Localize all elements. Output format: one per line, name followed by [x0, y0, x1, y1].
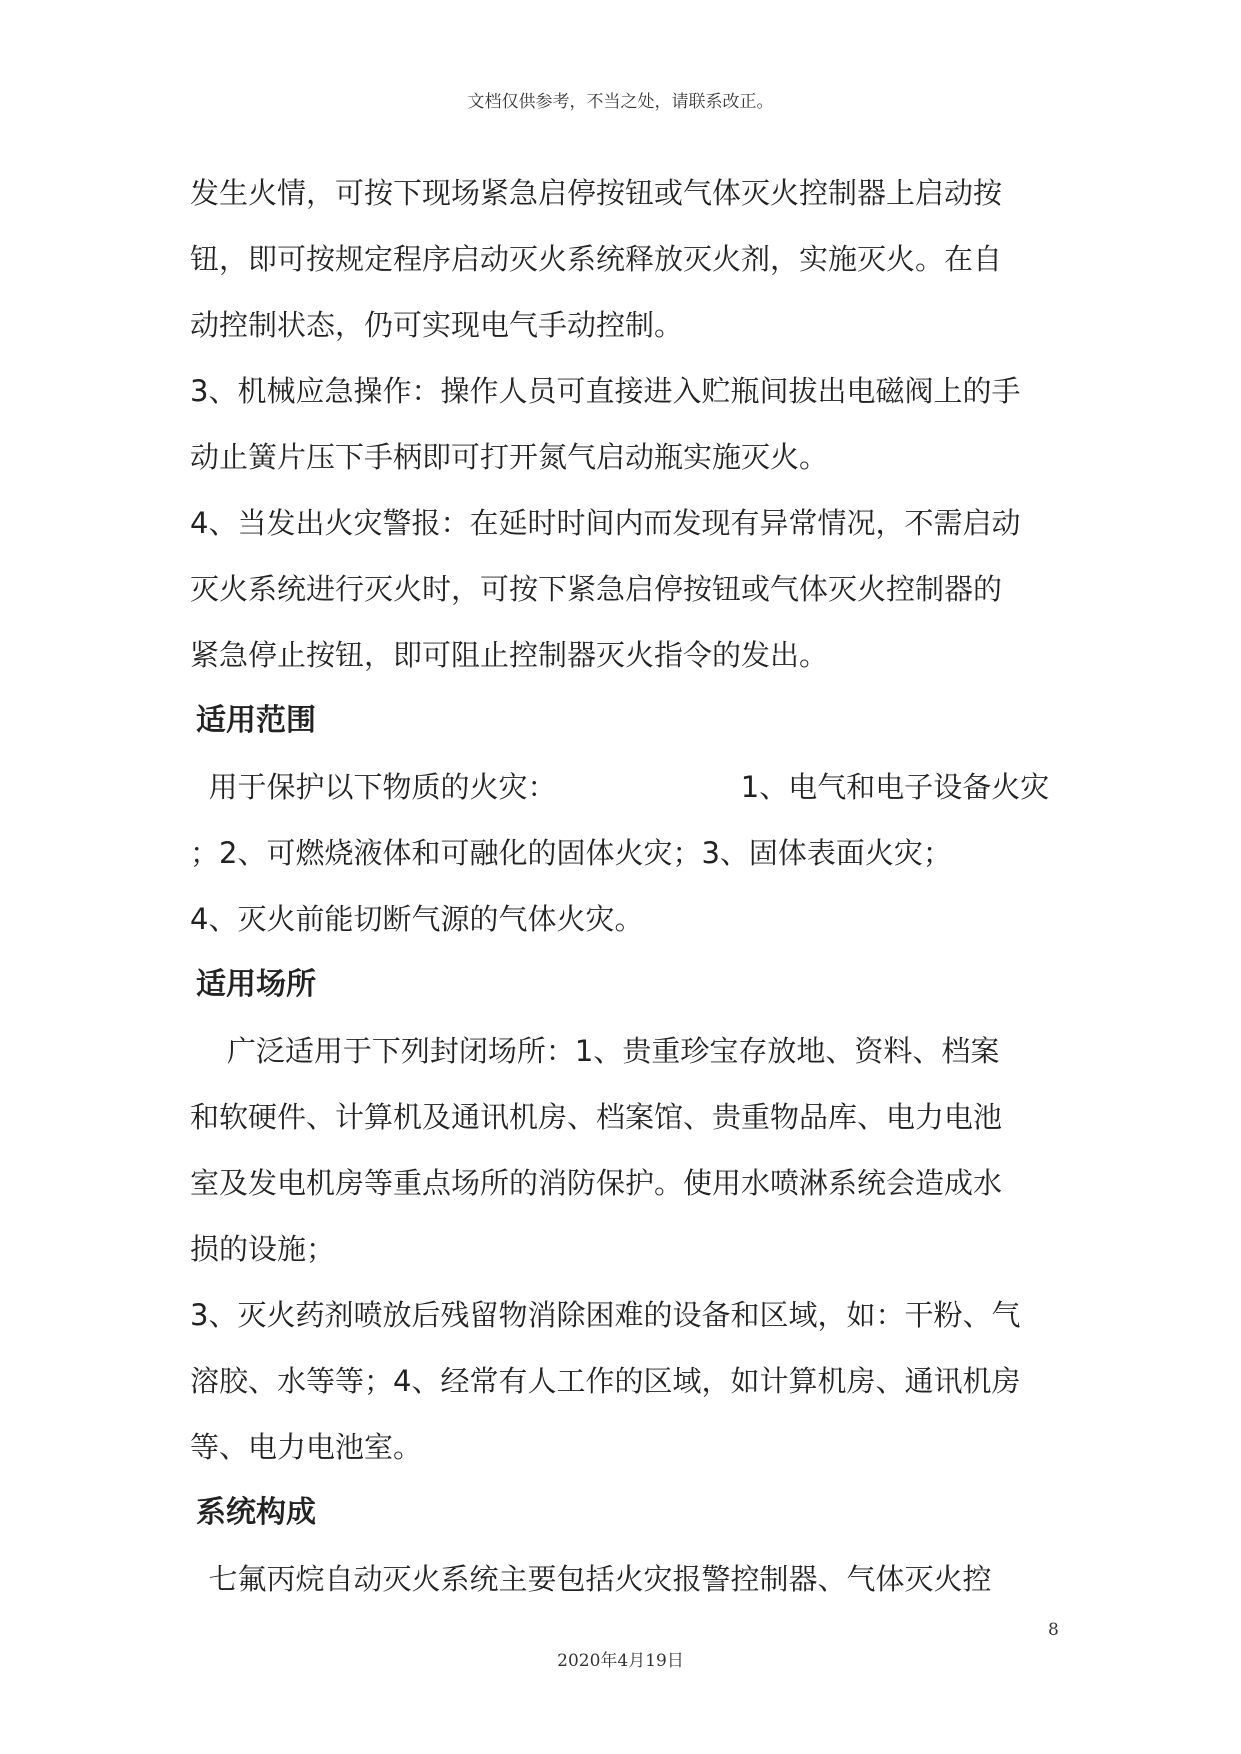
scope-line: ；2、可燃烧液体和可融化的固体火灾；3、固体表面火灾； [190, 836, 952, 870]
scope-line: 用于保护以下物质的火灾： 1、电气和电子设备火灾 [190, 770, 1050, 804]
body-line: 动止簧片压下手柄即可打开氮气启动瓶实施灭火。 [190, 440, 829, 474]
places-line: 广泛适用于下列封闭场所：1、贵重珍宝存放地、资料、档案 [190, 1034, 1000, 1068]
places-line: 损的设施； [190, 1232, 336, 1266]
document-body [190, 160, 1070, 1612]
places-line: 室及发电机房等重点场所的消防保护。使用水喷淋系统会造成水 [190, 1166, 1003, 1200]
places-line: 和软硬件、计算机及通讯机房、档案馆、贵重物品库、电力电池 [190, 1100, 1003, 1134]
section-heading-composition: 系统构成 [196, 1495, 316, 1530]
places-line: 3、灭火药剂喷放后残留物消除困难的设备和区域，如：干粉、气 [190, 1298, 1021, 1332]
page-header: 文档仅供参考，不当之处，请联系改正。 [467, 92, 774, 112]
places-line: 溶胶、水等等；4、经常有人工作的区域，如计算机房、通讯机房 [190, 1364, 1021, 1398]
body-line: 紧急停止按钮，即可阻止控制器灭火指令的发出。 [190, 638, 829, 672]
body-line: 4、当发出火灾警报：在延时时间内而发现有异常情况，不需启动 [190, 506, 1021, 540]
section-heading-places: 适用场所 [196, 967, 316, 1002]
section-heading-scope: 适用范围 [196, 703, 316, 738]
body-line: 灭火系统进行灭火时，可按下紧急启停按钮或气体灭火控制器的 [190, 572, 1003, 606]
places-line: 等、电力电池室。 [190, 1430, 423, 1464]
page-footer-date: 2020年4月19日 [557, 1651, 684, 1671]
body-line: 发生火情，可按下现场紧急启停按钮或气体灭火控制器上启动按 [190, 176, 1003, 210]
scope-line: 4、灭火前能切断气源的气体火灾。 [190, 902, 644, 936]
composition-line: 七氟丙烷自动灭火系统主要包括火灾报警控制器、气体灭火控 [190, 1562, 992, 1596]
body-line: 钮，即可按规定程序启动灭火系统释放灭火剂，实施灭火。在自 [190, 242, 1003, 276]
body-line: 动控制状态，仍可实现电气手动控制。 [190, 308, 684, 342]
body-line: 3、机械应急操作：操作人员可直接进入贮瓶间拔出电磁阀上的手 [190, 374, 1021, 408]
page-number: 8 [1048, 1620, 1059, 1640]
